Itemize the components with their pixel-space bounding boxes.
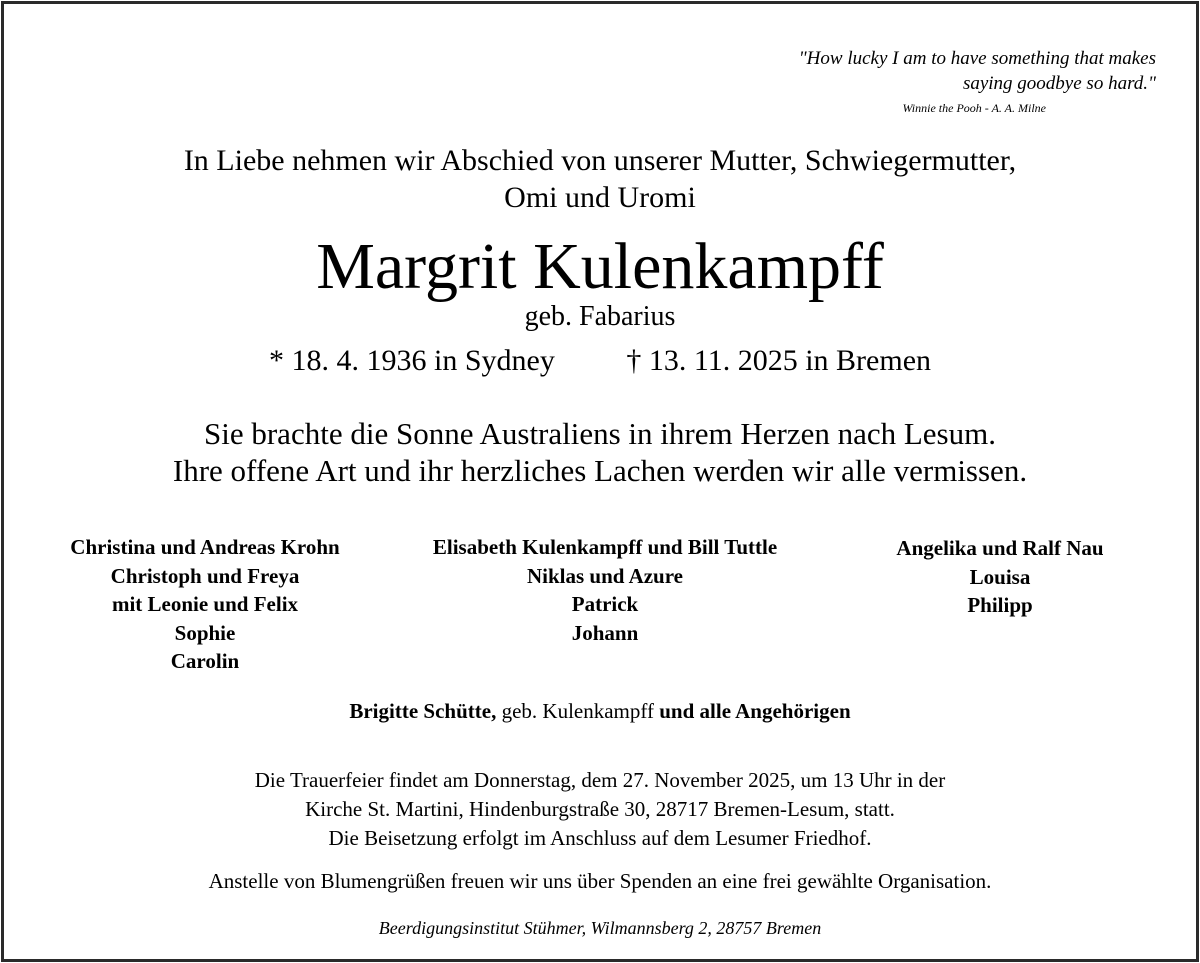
ceremony-details	[0, 766, 1200, 853]
quote-line-1: "How lucky I am to have something that makes	[798, 48, 1156, 69]
family-member: Louisa	[969, 564, 1031, 589]
family-member: Christoph und Freya	[110, 563, 300, 588]
family-member: Angelika und Ralf Nau	[896, 536, 1104, 560]
family-member: mit Leonie und Felix	[111, 592, 299, 616]
family-member: Sophie	[174, 620, 236, 645]
family-member: Christina und Andreas Krohn	[70, 535, 340, 559]
quote-source: Winnie the Pooh - A. A. Milne	[902, 101, 1046, 115]
epigraph-quote	[676, 46, 1156, 116]
death-date: † 13. 11. 2025 in Bremen	[626, 344, 932, 377]
tribute-line-2: Ihre offene Art und ihr herzliches Lachen werden wir alle vermissen.	[172, 453, 1028, 488]
ceremony-line-1: Die Trauerfeier findet am Donnerstag, dem 27. November 2025, um 13 Uhr in der	[254, 768, 946, 792]
deceased-name: Margrit Kulenkampff	[316, 230, 884, 303]
birth-date: * 18. 4. 1936 in Sydney	[268, 344, 555, 377]
family-group-krohn	[30, 533, 380, 676]
quote-line-2: saying goodbye so hard."	[962, 73, 1156, 94]
family-group-kulenkampff	[390, 533, 820, 647]
intro-line-1: In Liebe nehmen wir Abschied von unserer Mutter, Schwiegermutter,	[183, 144, 1017, 177]
tribute-text	[0, 415, 1200, 489]
family-member: Carolin	[170, 649, 240, 673]
family-group-nau	[830, 534, 1170, 620]
donation-note: Anstelle von Blumengrüßen freuen wir uns über Spenden an eine frei gewählte Organisation.	[208, 869, 992, 893]
intro-text	[0, 142, 1200, 216]
other-relatives	[0, 697, 1200, 725]
intro-line-2: Omi und Uromi	[504, 181, 696, 214]
life-dates	[0, 342, 1200, 380]
family-member: Johann	[571, 620, 639, 645]
tribute-line-1: Sie brachte die Sonne Australiens in ihrem Herzen nach Lesum.	[204, 416, 996, 451]
family-member: Patrick	[571, 592, 639, 616]
family-member: Elisabeth Kulenkampff und Bill Tuttle	[432, 535, 778, 559]
relatives-rest: und alle Angehörigen	[659, 699, 851, 723]
relatives-maiden: geb. Kulenkampff	[496, 699, 660, 723]
ceremony-line-3: Die Beisetzung erfolgt im Anschluss auf dem Lesumer Friedhof.	[328, 826, 872, 850]
undertaker-info: Beerdigungsinstitut Stühmer, Wilmannsberg 2, 28757 Bremen	[378, 918, 822, 938]
maiden-name: geb. Fabarius	[524, 301, 676, 332]
ceremony-line-2: Kirche St. Martini, Hindenburgstraße 30, 28717 Bremen-Lesum, statt.	[305, 797, 895, 821]
family-member: Philipp	[967, 593, 1033, 617]
relatives-name: Brigitte Schütte,	[349, 699, 497, 723]
family-member: Niklas und Azure	[527, 563, 683, 588]
